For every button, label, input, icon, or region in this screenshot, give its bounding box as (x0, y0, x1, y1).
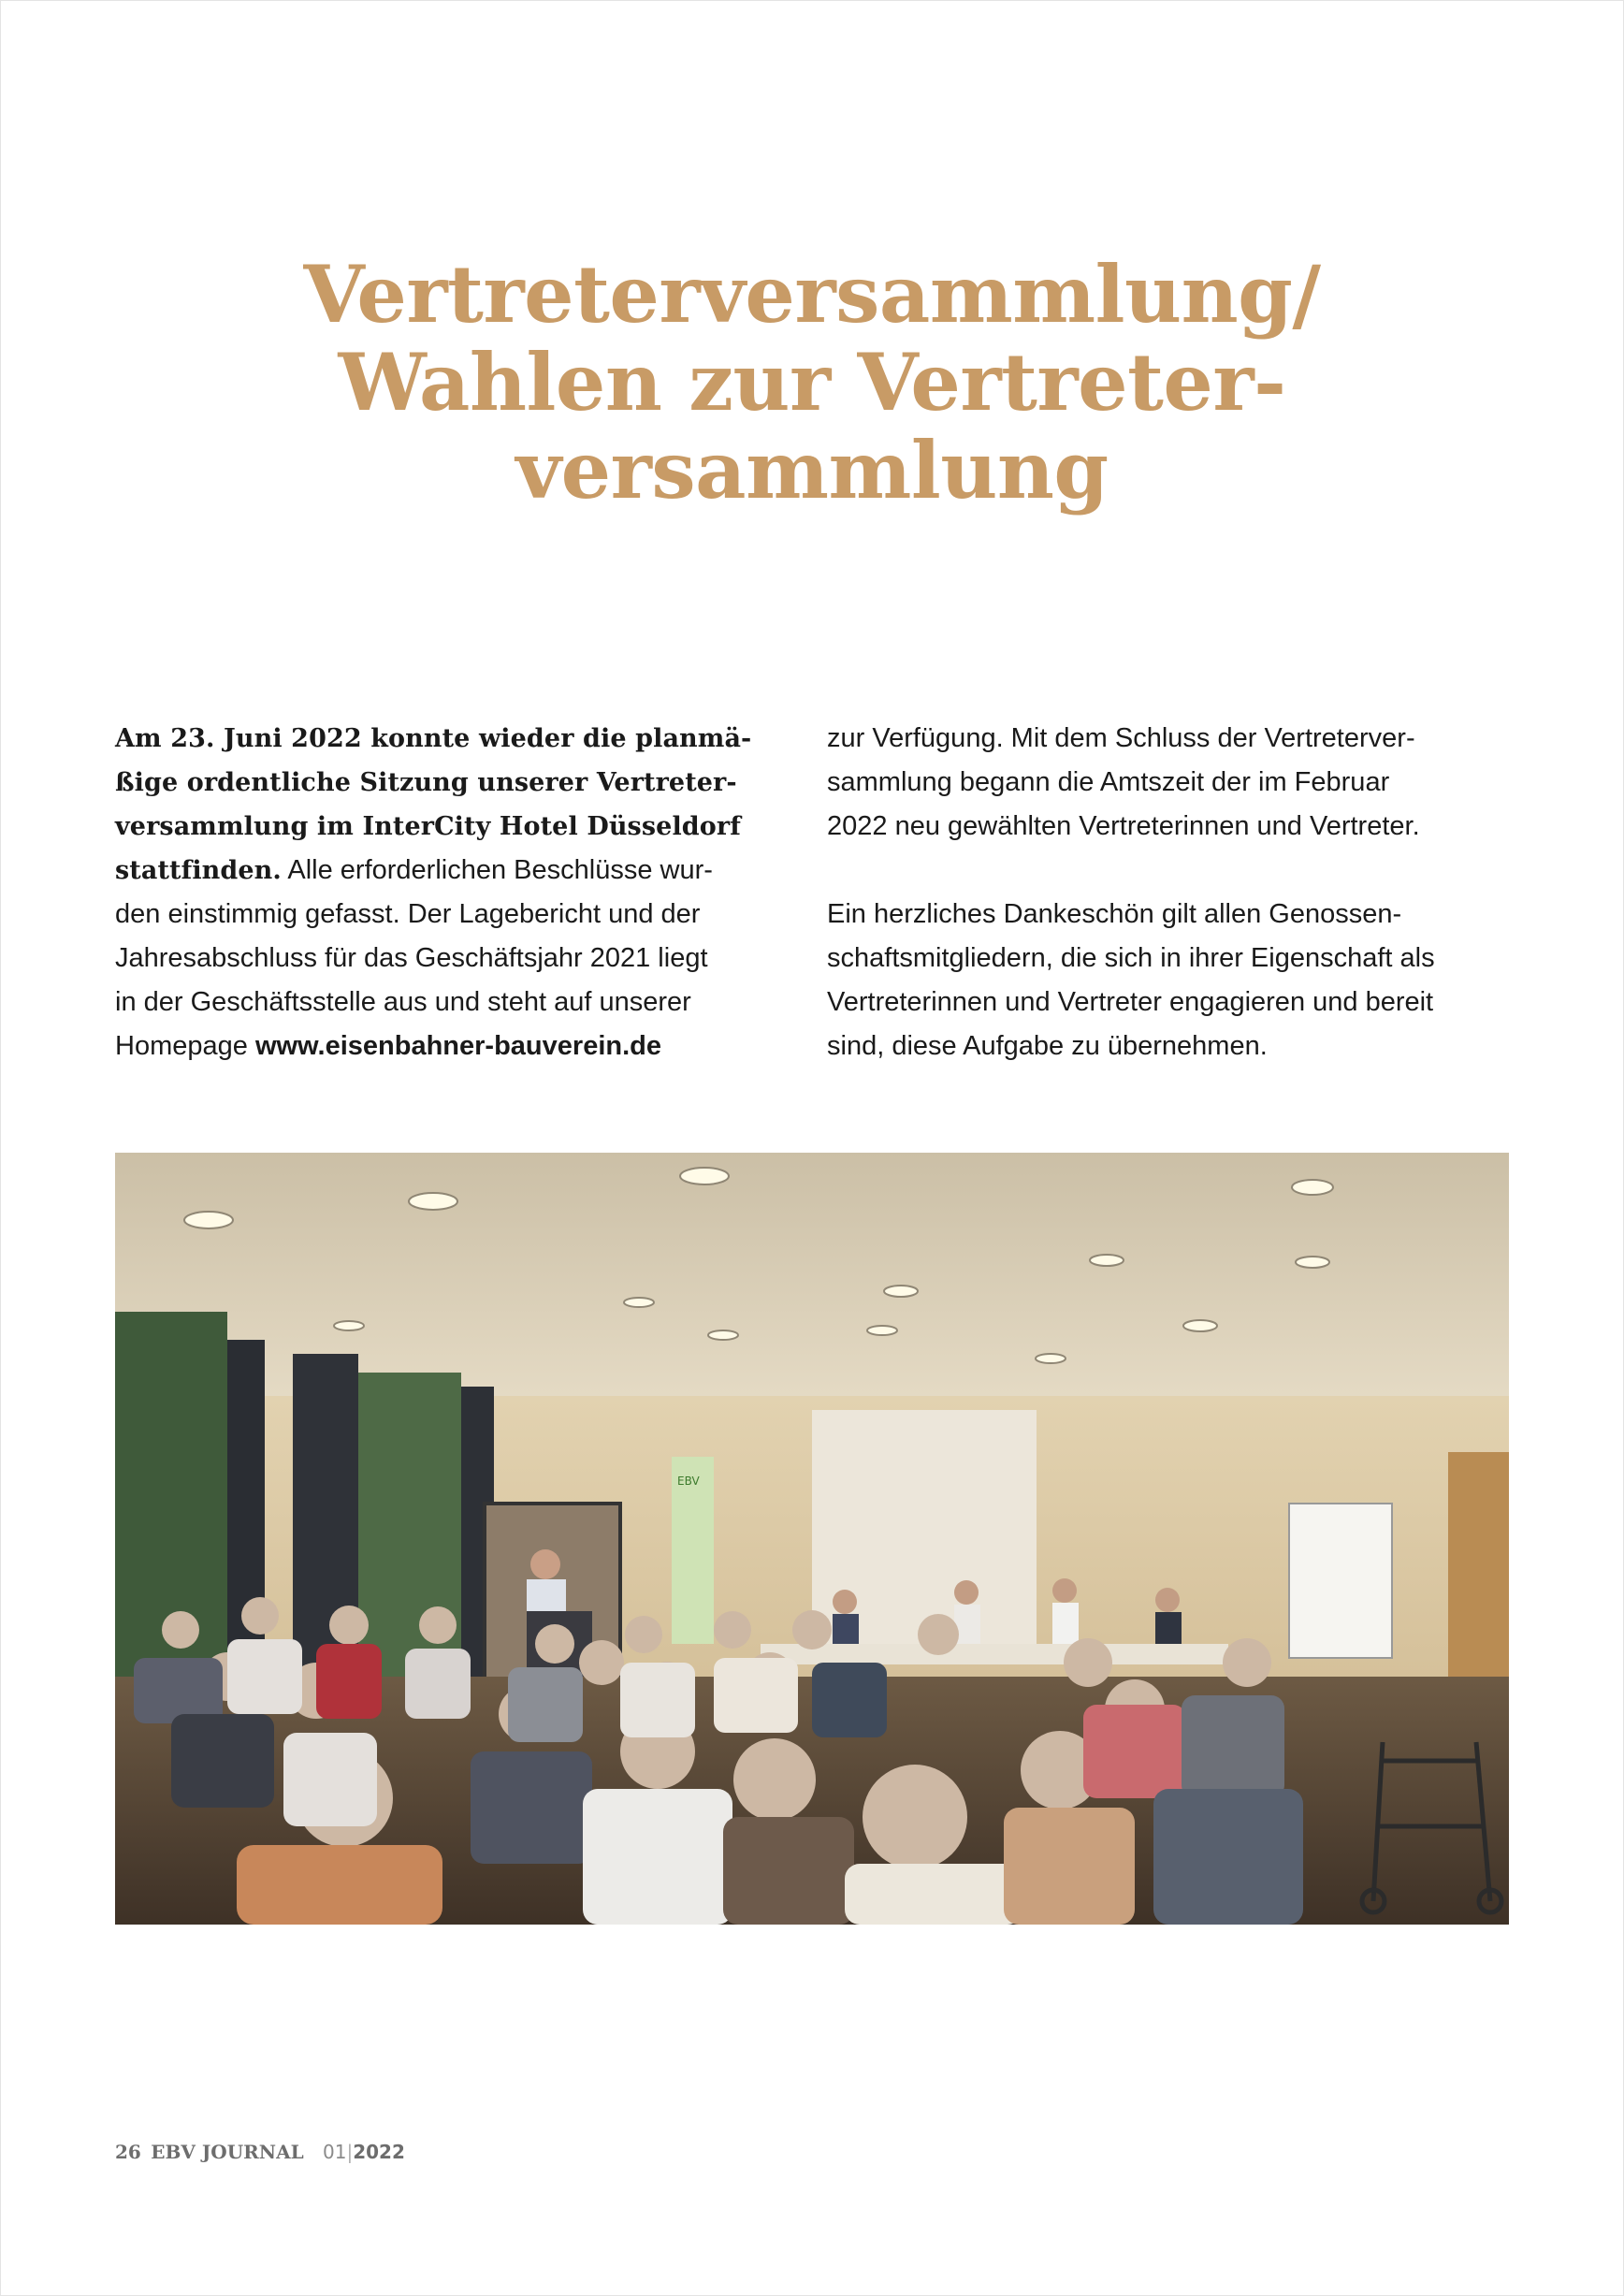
body-line: schaftsmitgliedern, die sich in ihrer Eigenschaft als (827, 943, 1435, 973)
title-line-1: Vertreterversammlung/ (303, 248, 1321, 341)
homepage-link[interactable]: www.eisenbahner-bauverein.de (254, 1031, 661, 1061)
issue-separator: | (346, 2141, 354, 2163)
paragraph-gap (827, 849, 1519, 893)
body-line: sammlung begann die Amtszeit der im Februar (827, 767, 1390, 797)
lead-line: ßige ordentliche Sitzung unserer Vertreter- (115, 768, 737, 797)
title-line-2: Wahlen zur Vertreter- (338, 336, 1286, 429)
flip-chart (1289, 1504, 1392, 1658)
mixed-line (115, 849, 789, 893)
article-title (115, 248, 1509, 516)
body-line: Ein herzliches Dankeschön gilt allen Genossen- (827, 899, 1402, 929)
lead-line-end: stattfinden. (115, 856, 282, 885)
page-number: 26 (115, 2141, 141, 2163)
brand-bold: EBV (151, 2141, 196, 2163)
speaker-head (530, 1549, 560, 1579)
body-line: sind, diese Aufgabe zu übernehmen. (827, 1031, 1268, 1061)
head-table (761, 1644, 1228, 1664)
lead-line: versammlung im InterCity Hotel Düsseldorf (115, 812, 741, 841)
page-footer (115, 2141, 405, 2163)
body-line: 2022 neu gewählten Vertreterinnen und Vertreter. (827, 811, 1420, 841)
issue-year: 2022 (353, 2141, 405, 2163)
lead-line: Am 23. Juni 2022 konnte wieder die planmä- (115, 724, 752, 753)
body-line: Jahresabschluss für das Geschäftsjahr 2021 liegt (115, 943, 708, 973)
issue-number: 01 (323, 2141, 347, 2163)
body-text: Alle erforderlichen Beschlüsse wur- (281, 855, 713, 885)
brand-rest: JOURNAL (201, 2141, 304, 2163)
homepage-line (115, 1024, 789, 1068)
journal-brand (151, 2141, 303, 2163)
homepage-prefix: Homepage (115, 1031, 255, 1061)
body-line: Vertreterinnen und Vertreter engagieren und bereit (827, 987, 1434, 1017)
meeting-photo (115, 1153, 1509, 1925)
right-column (827, 717, 1519, 1068)
meeting-photo-illustration (115, 1153, 1509, 1925)
body-line: in der Geschäftsstelle aus und steht auf unserer (115, 987, 691, 1017)
left-column (115, 717, 789, 1068)
banner-text: EBV (677, 1475, 700, 1488)
issue-label (323, 2141, 405, 2163)
body-line: zur Verfügung. Mit dem Schluss der Vertreterver- (827, 723, 1415, 753)
body-line: den einstimmig gefasst. Der Lagebericht und der (115, 899, 701, 929)
title-line-3: versammlung (515, 424, 1109, 516)
